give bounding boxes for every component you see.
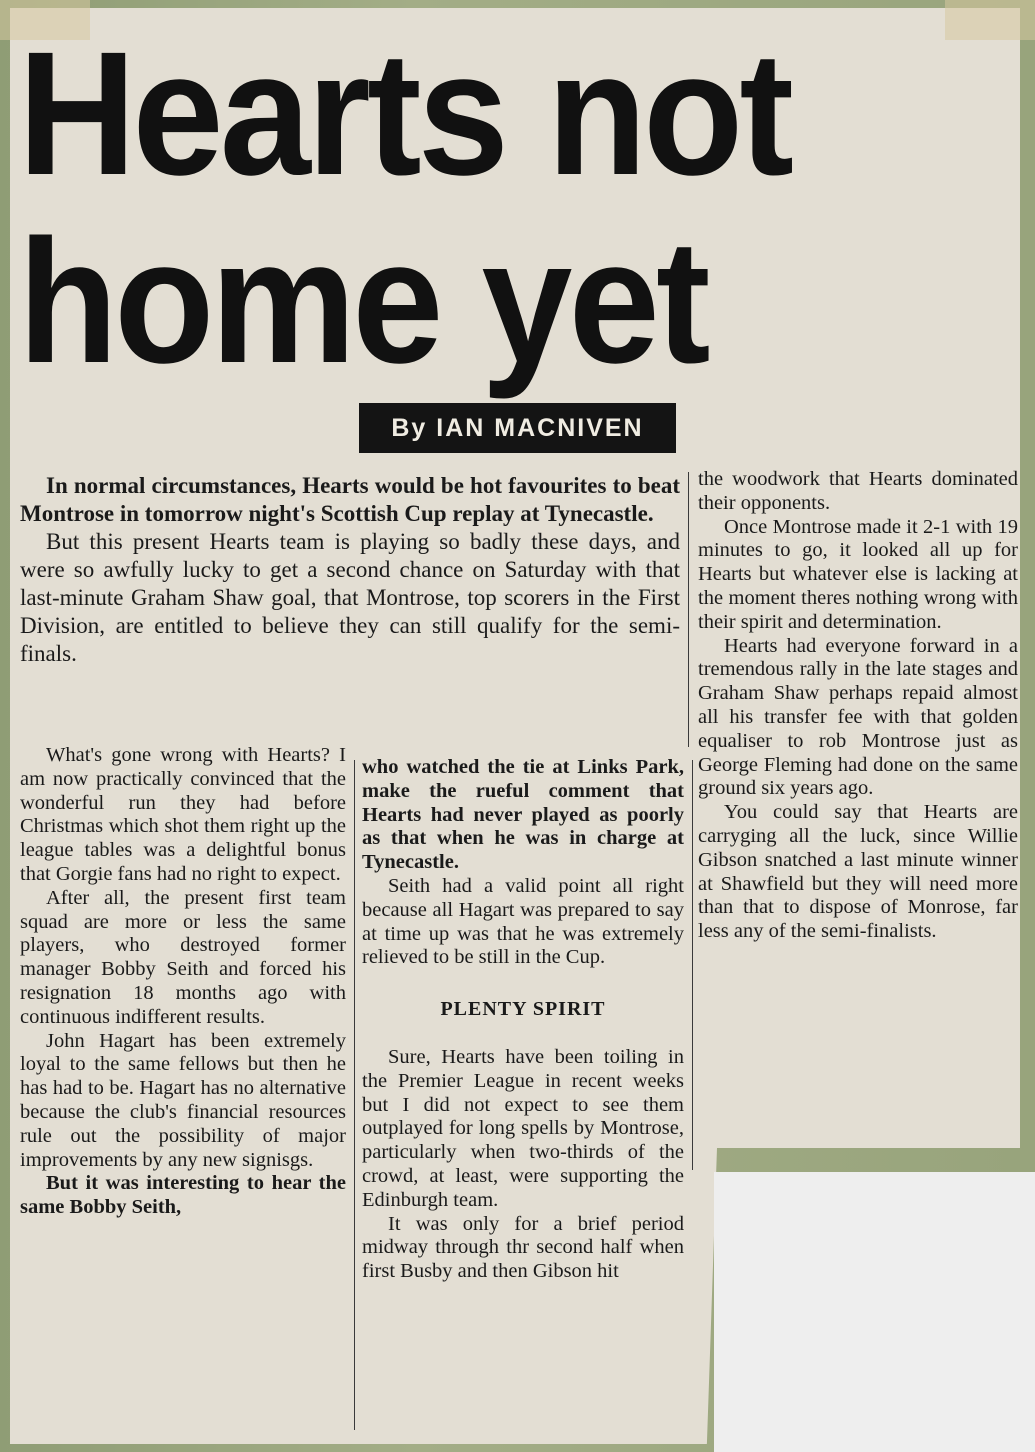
column-1-paragraph-3: John Hagart has been extremely loyal to the same fellows but then he has had to be. Hagart has no alternative because the club's financial resources rule out the possibility of major improvements by any new signisgs. (20, 1029, 346, 1171)
column-3-paragraph-4: You could say that Hearts are carryging all the luck, since Willie Gibson snatched a last minute winner at Shawfield but they will need more than that to dispose of Monrose, far less any of the semi-finalists. (698, 801, 1018, 943)
headline-line-2: home yet (18, 204, 707, 400)
column-2-paragraph-1: who watched the tie at Links Park, make the rueful comment that Hearts had never played as poorly as that when he was in charge at Tynecastle. (362, 756, 684, 874)
column-rule-left (354, 760, 355, 1430)
headline (18, 16, 948, 400)
column-rule-upper (688, 472, 689, 747)
subhead-plenty-spirit: PLENTY SPIRIT (440, 998, 606, 1021)
column-3-paragraph-2: Once Montrose made it 2-1 with 19 minutes to go, it looked all up for Hearts but whatever else is lacking at the moment theres nothing wrong with their spirit and determination. (698, 515, 1018, 633)
tape-right (945, 0, 1035, 40)
column-1-paragraph-4: But it was interesting to hear the same Bobby Seith, (20, 1172, 346, 1219)
headline-line-1: Hearts not (18, 16, 791, 212)
column-2-paragraph-3: Sure, Hearts have been toiling in the Premier League in recent weeks but I did not expect to see them outplayed for long spells by Montrose, particularly when two-thirds of the crowd, at least, were supporting the Edinburgh team. (362, 1045, 684, 1211)
column-2-paragraph-2: Seith had a valid point all right because all Hagart was prepared to say at time up was that he was extremely relieved to be still in the Cup. (362, 874, 684, 969)
column-1-paragraph-1: What's gone wrong with Hearts? I am now practically convinced that the wonderful run they had before Christmas which shot them right up the league tables was a delightful bonus that Gorgie fans had no right to expect. (20, 744, 346, 885)
column-3-paragraph-3: Hearts had everyone forward in a tremendous rally in the late stages and Graham Shaw perhaps repaid almost all his transfer fee with that golden equaliser to rob Montrose just as George Fleming had done on the same ground six years ago. (698, 634, 1018, 800)
column-3-paragraph-1: the woodwork that Hearts dominated their opponents. (698, 468, 1018, 514)
intro (20, 472, 680, 668)
column-rule-right (692, 760, 693, 1170)
column-2 (362, 756, 684, 1284)
column-1-paragraph-2: After all, the present first team squad are more or less the same players, who destroyed former manager Bobby Seith and forced his resignation 18 months ago with continuous indifferent results. (20, 886, 346, 1028)
column-3 (698, 468, 1018, 944)
column-2-paragraph-4: It was only for a brief period midway through thr second half when first Busby and then Gibson hit (362, 1212, 684, 1283)
intro-paragraph-2: But this present Hearts team is playing so badly these days, and were so awfully lucky to get a second chance on Saturday with that last-minute Graham Shaw goal, that Montrose, top scorers in the First Division, are entitled to believe they can still qualify for the semi-finals. (20, 529, 680, 666)
byline: By IAN MACNIVEN (359, 403, 676, 453)
intro-paragraph-1: In normal circumstances, Hearts would be hot favourites to beat Montrose in tomorrow night's Scottish Cup replay at Tynecastle. (20, 473, 680, 526)
column-1 (20, 744, 346, 1220)
blank-card (714, 1172, 1035, 1452)
